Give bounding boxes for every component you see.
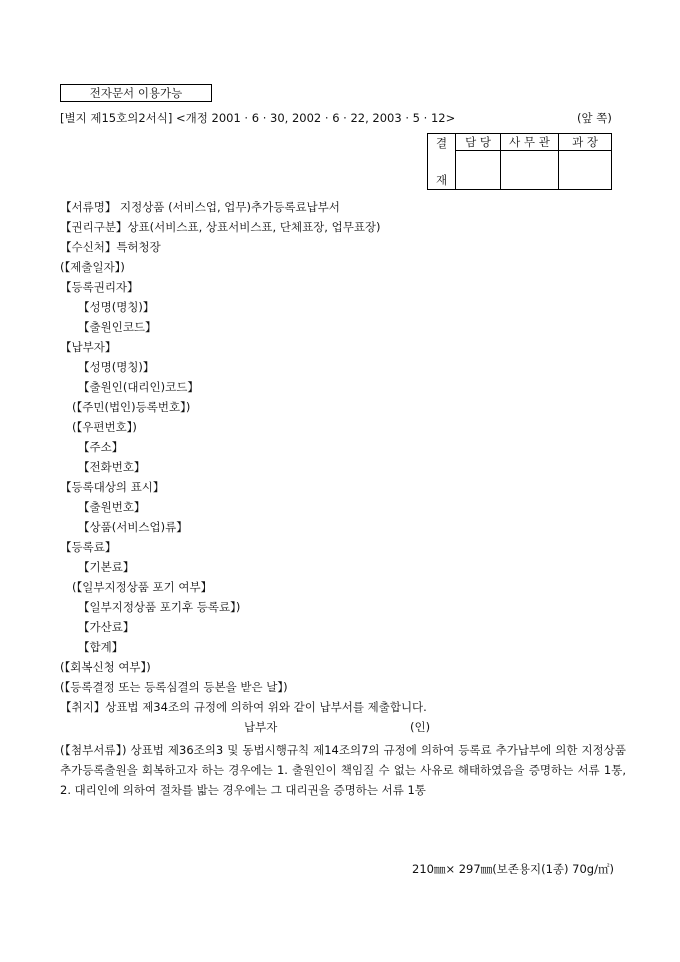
approval-sign-officer[interactable]: [501, 151, 559, 190]
paper-size-footer: 210㎜× 297㎜(보존용지(1종) 70g/㎡): [412, 862, 614, 876]
approval-col-staff: 담 당: [456, 134, 501, 151]
electronic-document-badge: 전자문서 이용가능: [60, 84, 212, 102]
approval-table: [427, 133, 612, 190]
goods-class-field: 【상품(서비스업)류】: [78, 520, 188, 534]
recipient-line: 【수신처】특허청장: [60, 240, 161, 254]
approval-col-officer: 사 무 관: [501, 134, 559, 151]
attachment-paragraph: (【첨부서류】) 상표법 제36조의3 및 동법시행규칙 제14조의7의 규정에 의하여 등록료 추가납부에 의한 지정상품추가등록출원을 회복하고자 하는 경우에는 1. 출원인이 책임질 수 없는 사유로 해태하였음을 증명하는 서류 1통, 2. 대리인에 의하여 절차를 밟는 경우에는 그 대리권을 증명하는 서류 1통: [60, 743, 626, 797]
seal-mark: (인): [410, 720, 431, 734]
basic-fee-field: 【기본료】: [78, 560, 135, 574]
partial-waiver-field: (【일부지정상품 포기 여부】: [72, 580, 213, 594]
address-field: 【주소】: [78, 440, 124, 454]
registered-holder-heading: 【등록권리자】: [60, 280, 139, 294]
form-number: [별지 제15호의2서식] <개정 2001 · 6 · 30, 2002 · 6 · 22, 2003 · 5 · 12>: [60, 111, 456, 125]
page-side-label: (앞 쪽): [577, 111, 612, 125]
payer-signature-label: 납부자: [244, 720, 278, 734]
phone-field: 【전화번호】: [78, 460, 146, 474]
registration-target-heading: 【등록대상의 표시】: [60, 480, 165, 494]
approval-col-chief: 과 장: [559, 134, 612, 151]
registration-fee-heading: 【등록료】: [60, 540, 117, 554]
submission-date-line: (【제출일자】): [60, 260, 125, 274]
postal-code-field: (【우편번호】): [72, 420, 137, 434]
holder-name-field: 【성명(명칭)】: [78, 300, 155, 314]
resident-number-field: (【주민(법인)등록번호】): [72, 400, 191, 414]
application-number-field: 【출원번호】: [78, 500, 146, 514]
purpose-line: 【취지】상표법 제34조의 규정에 의하여 위와 같이 납부서를 제출합니다.: [60, 700, 427, 714]
approval-sign-chief[interactable]: [559, 151, 612, 190]
payer-heading: 【납부자】: [60, 340, 117, 354]
surcharge-field: 【가산료】: [78, 620, 135, 634]
payer-code-field: 【출원인(대리인)코드】: [78, 380, 199, 394]
fee-after-waiver-field: 【일부지정상품 포기후 등록료】): [78, 600, 241, 614]
approval-label-top: 결: [436, 136, 448, 150]
recovery-request-field: (【회복신청 여부】): [60, 660, 151, 674]
total-field: 【합계】: [78, 640, 124, 654]
document-name-line: 【서류명】 지정상품 (서비스업, 업무)추가등록료납부서: [60, 200, 340, 214]
right-type-line: 【권리구분】상표(서비스표, 상표서비스표, 단체표장, 업무표장): [60, 220, 381, 234]
holder-applicant-code-field: 【출원인코드】: [78, 320, 157, 334]
payer-name-field: 【성명(명칭)】: [78, 360, 155, 374]
approval-label-cell: [428, 134, 456, 190]
approval-label-bottom: 재: [436, 173, 448, 187]
approval-sign-staff[interactable]: [456, 151, 501, 190]
decision-copy-date-field: (【등록결정 또는 등록심결의 등본을 받은 날】): [60, 680, 288, 694]
